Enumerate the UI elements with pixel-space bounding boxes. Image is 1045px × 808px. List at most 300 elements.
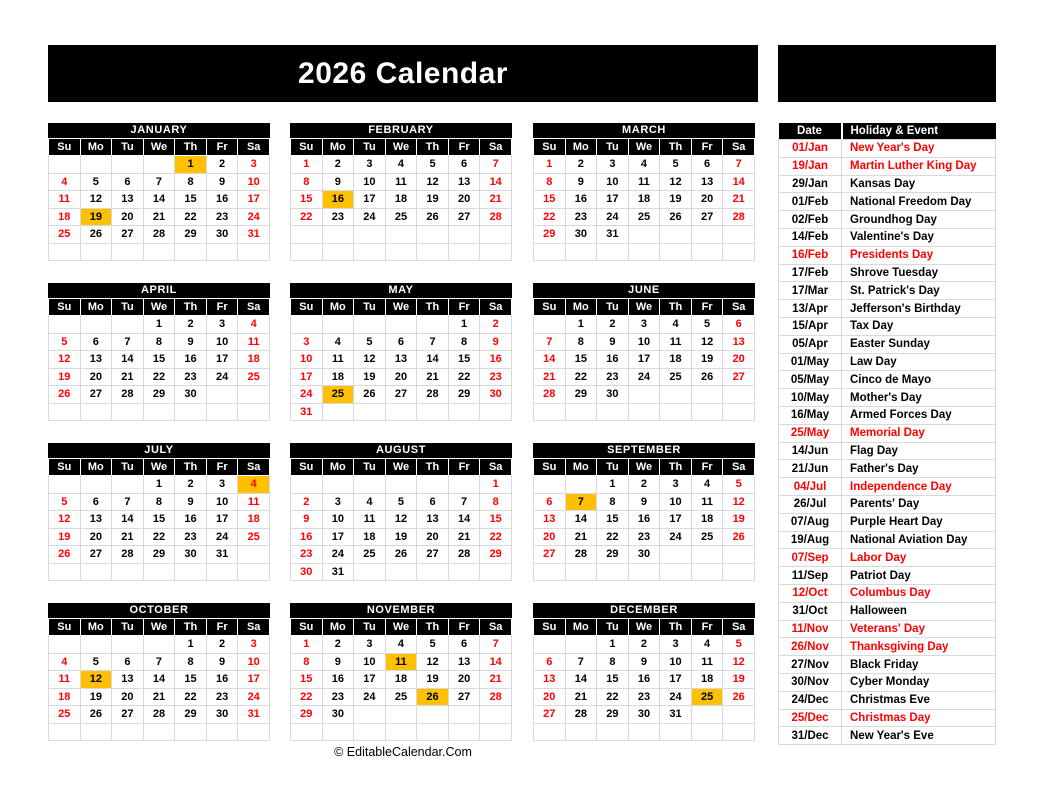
day-cell [322,723,354,741]
day-cell [238,386,270,404]
holiday-date: 17/Mar [779,282,842,300]
day-cell: 27 [417,546,449,564]
month-march [533,123,755,261]
day-cell: 28 [534,386,566,404]
day-header: Fr [691,459,723,476]
week-row [49,191,270,209]
day-cell [143,563,175,581]
day-cell [628,243,660,261]
holiday-date: 29/Jan [779,175,842,193]
day-cell: 16 [206,191,238,209]
holiday-event: Shrove Tuesday [842,264,996,282]
day-cell [691,723,723,741]
day-cell [291,226,323,244]
day-cell [448,723,480,741]
day-cell: 16 [206,671,238,689]
day-cell: 1 [565,316,597,334]
day-cell [723,723,755,741]
day-cell: 27 [112,706,144,724]
day-cell: 28 [143,226,175,244]
day-header: Sa [480,459,512,476]
day-header: Fr [206,299,238,316]
holiday-header-event: Holiday & Event [842,123,996,140]
holiday-date: 14/Jun [779,442,842,460]
day-cell [417,563,449,581]
day-cell: 13 [112,671,144,689]
holiday-date: 11/Sep [779,567,842,585]
day-cell: 2 [565,156,597,174]
day-cell [385,243,417,261]
day-cell [691,706,723,724]
day-cell: 11 [628,173,660,191]
day-cell: 7 [565,653,597,671]
day-cell: 25 [660,368,692,386]
week-row [534,191,755,209]
day-cell: 26 [691,368,723,386]
week-row [534,243,755,261]
day-cell: 23 [628,688,660,706]
day-cell: 5 [660,156,692,174]
day-cell: 30 [565,226,597,244]
day-cell: 1 [175,636,207,654]
holiday-date: 13/Apr [779,300,842,318]
holiday-row [779,602,996,620]
day-cell [565,243,597,261]
day-cell: 18 [691,511,723,529]
day-cell [49,316,81,334]
month-title: JUNE [533,283,755,299]
day-cell: 20 [448,671,480,689]
day-cell: 25 [385,208,417,226]
day-cell: 17 [354,191,386,209]
day-header: Fr [206,139,238,156]
holiday-date: 14/Feb [779,228,842,246]
week-row [534,723,755,741]
week-row [49,476,270,494]
day-header: We [385,459,417,476]
day-cell [291,243,323,261]
day-cell: 13 [80,351,112,369]
day-cell: 24 [660,688,692,706]
holiday-date: 07/Sep [779,549,842,567]
day-cell: 18 [238,511,270,529]
week-row [291,511,512,529]
day-cell: 28 [112,386,144,404]
day-cell: 7 [565,493,597,511]
week-row [49,493,270,511]
day-header: We [143,459,175,476]
day-cell: 3 [660,636,692,654]
day-cell: 27 [80,546,112,564]
day-cell: 8 [143,333,175,351]
day-header: Fr [691,619,723,636]
day-cell: 16 [291,528,323,546]
day-cell: 29 [143,546,175,564]
day-cell: 9 [628,493,660,511]
holiday-event: Martin Luther King Day [842,157,996,175]
day-cell: 12 [417,173,449,191]
day-cell: 14 [143,191,175,209]
day-cell: 21 [143,688,175,706]
day-cell [660,243,692,261]
day-cell [206,723,238,741]
holiday-row [779,282,996,300]
day-cell: 5 [354,333,386,351]
day-cell [723,546,755,564]
day-cell: 18 [385,671,417,689]
day-cell: 17 [660,511,692,529]
day-cell: 3 [238,156,270,174]
day-cell: 16 [322,191,354,209]
week-row [534,511,755,529]
holiday-row [779,478,996,496]
day-cell [628,563,660,581]
day-header: Mo [80,459,112,476]
holiday-row [779,317,996,335]
day-cell [354,476,386,494]
day-cell: 5 [417,636,449,654]
day-cell: 17 [628,351,660,369]
day-cell: 2 [628,476,660,494]
day-cell [175,563,207,581]
day-cell: 13 [448,653,480,671]
holiday-row [779,371,996,389]
week-row [534,226,755,244]
day-cell [385,563,417,581]
day-cell: 1 [143,316,175,334]
week-row [534,528,755,546]
day-header: Tu [597,459,629,476]
day-cell: 10 [354,653,386,671]
day-header: Th [417,459,449,476]
day-cell: 22 [175,688,207,706]
day-cell: 14 [480,653,512,671]
day-cell: 2 [291,493,323,511]
day-cell: 21 [448,528,480,546]
month-august [290,443,512,581]
day-cell: 13 [448,173,480,191]
day-cell [206,386,238,404]
day-cell: 17 [322,528,354,546]
day-cell: 20 [691,191,723,209]
day-cell: 8 [143,493,175,511]
day-header: Sa [480,139,512,156]
day-cell [143,156,175,174]
day-cell [322,226,354,244]
week-row [534,208,755,226]
week-row [49,653,270,671]
week-row [291,476,512,494]
month-december [533,603,755,741]
day-cell [238,243,270,261]
day-cell [49,243,81,261]
day-cell: 17 [597,191,629,209]
day-cell: 25 [322,386,354,404]
day-header: Tu [112,459,144,476]
week-row [291,368,512,386]
day-cell: 21 [723,191,755,209]
day-cell: 9 [291,511,323,529]
day-cell [322,316,354,334]
day-cell [112,156,144,174]
day-cell: 27 [385,386,417,404]
day-cell [691,563,723,581]
day-cell [80,316,112,334]
day-cell [480,403,512,421]
week-row [534,636,755,654]
day-header: Th [417,619,449,636]
holiday-row [779,656,996,674]
day-cell [448,476,480,494]
holiday-row [779,389,996,407]
week-row [291,226,512,244]
month-title: MAY [290,283,512,299]
day-cell: 17 [238,191,270,209]
day-cell: 19 [417,671,449,689]
day-header-row [49,139,270,156]
day-cell: 7 [112,493,144,511]
day-cell [49,723,81,741]
day-cell: 21 [534,368,566,386]
day-cell: 31 [660,706,692,724]
week-row [291,351,512,369]
day-cell: 6 [80,493,112,511]
day-cell [354,723,386,741]
holiday-panel [778,123,996,745]
month-table [533,459,755,581]
day-header-row [291,299,512,316]
day-cell [723,403,755,421]
day-cell: 6 [448,636,480,654]
week-row [49,173,270,191]
week-row [534,351,755,369]
day-cell [143,723,175,741]
day-cell: 29 [448,386,480,404]
day-cell: 20 [80,368,112,386]
day-cell: 10 [660,653,692,671]
day-cell [80,156,112,174]
holiday-row [779,157,996,175]
day-cell [691,403,723,421]
day-cell: 13 [723,333,755,351]
day-cell [206,243,238,261]
day-cell: 2 [206,156,238,174]
day-cell: 29 [175,226,207,244]
holiday-date: 16/May [779,406,842,424]
day-cell: 15 [175,671,207,689]
day-cell [112,316,144,334]
day-cell: 19 [80,688,112,706]
holiday-event: Patriot Day [842,567,996,585]
day-header: Mo [322,139,354,156]
holiday-event: Presidents Day [842,246,996,264]
day-cell: 13 [691,173,723,191]
holiday-date: 10/May [779,389,842,407]
day-header-row [534,619,755,636]
week-row [534,688,755,706]
day-cell [565,636,597,654]
day-cell: 25 [238,368,270,386]
day-header: Sa [723,459,755,476]
holiday-event: Kansas Day [842,175,996,193]
day-cell: 16 [565,191,597,209]
day-cell: 6 [691,156,723,174]
holiday-date: 19/Aug [779,531,842,549]
week-row [291,156,512,174]
day-cell: 26 [385,546,417,564]
day-cell: 3 [660,476,692,494]
month-april [48,283,270,421]
holiday-date: 04/Jul [779,478,842,496]
day-cell: 4 [354,493,386,511]
day-cell [80,476,112,494]
day-header: Mo [80,139,112,156]
day-cell [143,403,175,421]
day-cell: 30 [175,546,207,564]
holiday-row [779,175,996,193]
day-cell [80,723,112,741]
day-cell: 7 [534,333,566,351]
day-cell: 16 [175,351,207,369]
day-cell [291,476,323,494]
day-cell [354,706,386,724]
day-cell [354,243,386,261]
day-cell: 6 [385,333,417,351]
day-cell: 9 [175,493,207,511]
day-cell [112,476,144,494]
day-cell: 14 [112,351,144,369]
holiday-date: 25/Dec [779,709,842,727]
day-cell: 17 [354,671,386,689]
day-cell: 1 [291,156,323,174]
holiday-event: Cinco de Mayo [842,371,996,389]
holiday-date: 27/Nov [779,656,842,674]
week-row [49,316,270,334]
day-cell: 30 [628,546,660,564]
day-header: Su [49,299,81,316]
day-cell: 10 [660,493,692,511]
day-header: Fr [206,619,238,636]
week-row [534,156,755,174]
month-table [290,299,512,421]
day-cell: 10 [322,511,354,529]
day-cell: 28 [480,208,512,226]
day-cell: 30 [291,563,323,581]
day-cell: 26 [723,688,755,706]
holiday-date: 31/Dec [779,727,842,745]
day-header: Mo [565,299,597,316]
day-cell: 8 [597,493,629,511]
holiday-date: 11/Nov [779,620,842,638]
day-cell [534,403,566,421]
day-cell [49,636,81,654]
day-cell: 12 [385,511,417,529]
holiday-row [779,406,996,424]
day-cell: 12 [49,511,81,529]
day-header: Fr [691,139,723,156]
day-header: Su [534,139,566,156]
week-row [49,351,270,369]
day-cell: 17 [206,351,238,369]
day-header: Th [175,139,207,156]
day-cell [354,403,386,421]
day-cell: 24 [238,208,270,226]
day-cell: 4 [49,653,81,671]
day-cell: 24 [354,208,386,226]
day-header: Th [660,619,692,636]
day-cell: 11 [691,653,723,671]
holiday-event: Armed Forces Day [842,406,996,424]
day-cell: 9 [322,653,354,671]
holiday-event: Purple Heart Day [842,513,996,531]
day-cell: 20 [112,688,144,706]
day-cell: 15 [597,671,629,689]
day-header: Sa [723,619,755,636]
holiday-date: 26/Jul [779,495,842,513]
corner-decoration-box [778,45,996,102]
day-cell: 31 [238,226,270,244]
day-cell: 18 [691,671,723,689]
day-header: Fr [448,299,480,316]
holiday-date: 05/May [779,371,842,389]
day-cell: 31 [322,563,354,581]
day-cell [565,403,597,421]
holiday-row [779,673,996,691]
day-cell: 2 [322,636,354,654]
day-cell: 30 [175,386,207,404]
day-cell: 10 [291,351,323,369]
week-row [291,493,512,511]
day-cell: 14 [723,173,755,191]
day-cell: 2 [175,316,207,334]
week-row [534,476,755,494]
day-cell: 4 [628,156,660,174]
day-cell: 31 [238,706,270,724]
day-cell: 19 [354,368,386,386]
day-cell: 23 [322,208,354,226]
week-row [534,368,755,386]
day-cell: 20 [385,368,417,386]
day-header-row [291,459,512,476]
day-cell: 24 [597,208,629,226]
day-cell: 19 [385,528,417,546]
day-cell [597,563,629,581]
day-cell [565,476,597,494]
day-cell: 12 [723,493,755,511]
day-cell: 9 [206,173,238,191]
day-cell: 19 [49,528,81,546]
holiday-row [779,727,996,745]
day-cell: 4 [238,316,270,334]
week-row [291,316,512,334]
day-cell: 24 [206,368,238,386]
day-header: Su [291,459,323,476]
holiday-row [779,193,996,211]
holiday-date: 02/Feb [779,211,842,229]
day-cell: 30 [597,386,629,404]
day-header: We [143,619,175,636]
day-cell [723,563,755,581]
day-cell: 6 [112,173,144,191]
day-cell: 18 [49,688,81,706]
week-row [291,528,512,546]
day-header: Mo [322,619,354,636]
day-cell: 7 [112,333,144,351]
day-cell: 10 [238,653,270,671]
day-cell: 8 [175,653,207,671]
day-cell: 11 [691,493,723,511]
day-cell [80,403,112,421]
